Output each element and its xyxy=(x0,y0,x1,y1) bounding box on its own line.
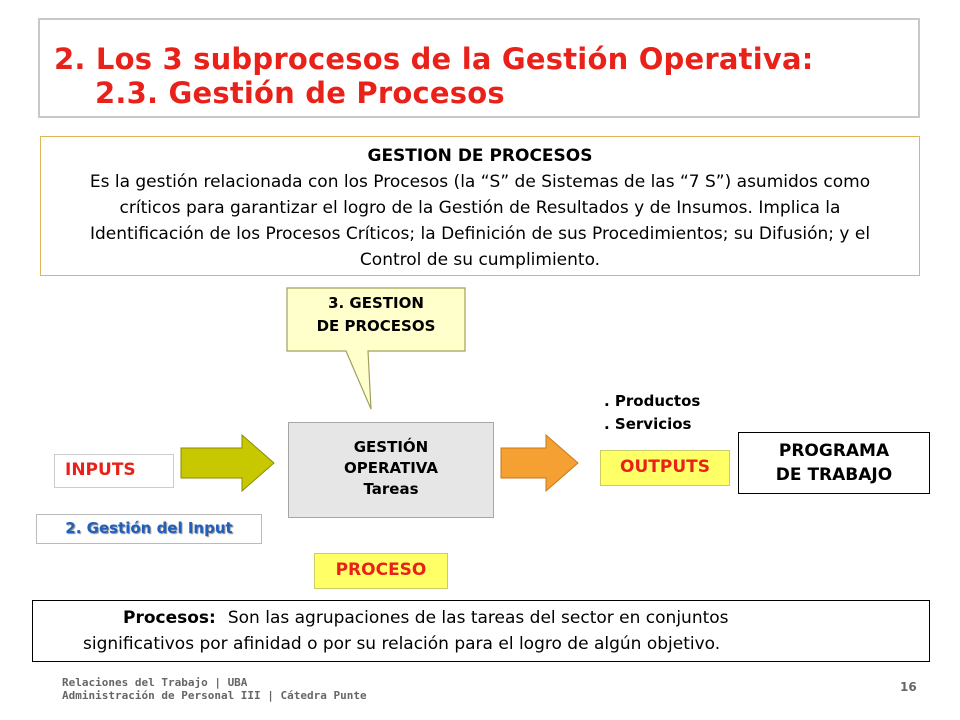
outputs-label: OUTPUTS xyxy=(600,450,730,486)
title-line-1: 2. Los 3 subprocesos de la Gestión Operativa: xyxy=(54,42,814,76)
callout-line-1: 3. GESTION xyxy=(328,294,424,312)
center-line-1: GESTIÓN xyxy=(353,438,429,456)
inputs-arrow-icon xyxy=(180,434,276,492)
proceso-label: PROCESO xyxy=(314,553,448,589)
procesos-line-1 xyxy=(43,605,919,631)
definition-box xyxy=(40,136,920,276)
procesos-term: Procesos: xyxy=(123,608,216,628)
footer-line-2: Administración de Personal III | Cátedra Punte xyxy=(62,689,367,702)
programa-line-1: PROGRAMA xyxy=(778,441,890,461)
inputs-label: INPUTS xyxy=(54,454,174,488)
center-line-2: OPERATIVA xyxy=(344,459,438,477)
page-number: 16 xyxy=(900,680,917,694)
output-item-productos: . Productos xyxy=(604,392,701,410)
outputs-arrow-icon xyxy=(500,434,580,492)
definition-body: Es la gestión relacionada con los Procesos (la “S” de Sistemas de las “7 S”) asumidos como críticos para garantizar el logro de la Gestión de Resultados y de Insumos. Implica la Identificación de los Procesos Críticos; la Definición de sus Procedimientos; su Difusión; y el Control de su cumplimiento. xyxy=(89,172,871,270)
programa-line-2: DE TRABAJO xyxy=(775,465,893,485)
callout-line-2: DE PROCESOS xyxy=(316,317,436,335)
procesos-definition-box xyxy=(32,600,930,662)
title-box xyxy=(38,18,920,118)
title-line-2: 2.3. Gestión de Procesos xyxy=(95,76,505,110)
definition-heading: GESTION DE PROCESOS xyxy=(367,146,593,166)
output-item-servicios: . Servicios xyxy=(604,415,692,433)
procesos-line-2: significativos por afinidad o por su relación para el logro de algún objetivo. xyxy=(83,634,721,654)
programa-de-trabajo-box xyxy=(738,432,930,494)
footer xyxy=(62,676,367,702)
gestion-operativa-box xyxy=(288,422,494,518)
procesos-line-1-text: Son las agrupaciones de las tareas del sector en conjuntos xyxy=(227,608,729,628)
gestion-del-input-label: 2. Gestión del Input xyxy=(36,514,262,544)
center-line-3: Tareas xyxy=(363,480,419,498)
callout-label xyxy=(290,292,462,338)
footer-line-1: Relaciones del Trabajo | UBA xyxy=(62,676,248,689)
